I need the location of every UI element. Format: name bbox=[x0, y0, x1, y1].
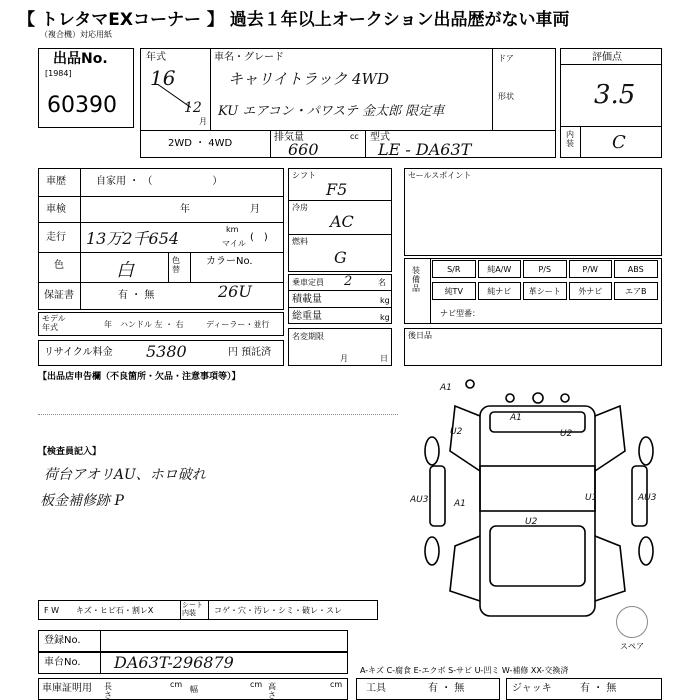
score-label: 評価点 bbox=[592, 52, 622, 63]
spare-tire-icon bbox=[616, 606, 648, 638]
seat-text: コゲ・穴・汚レ・シミ・破レ・スレ bbox=[214, 606, 342, 615]
spare-label: スペア bbox=[620, 642, 644, 651]
mark-bed: U2 bbox=[525, 517, 538, 527]
cert-length: 長さ bbox=[104, 682, 112, 700]
sales-point-label: セールスポイント bbox=[408, 171, 472, 180]
warranty-label: 保証書 bbox=[44, 290, 74, 301]
mileage-value: 13万2千654 bbox=[86, 229, 180, 248]
aircon-value: AC bbox=[330, 212, 354, 231]
equipment-item: 革シート bbox=[523, 282, 567, 300]
history-label: 車歴 bbox=[46, 176, 66, 187]
sheet-type-note: （複合機）対応用紙 bbox=[40, 30, 112, 39]
sales-point-box bbox=[404, 168, 662, 256]
lot-label: 出品No. bbox=[53, 51, 108, 67]
model-year-label: モデル年式 bbox=[42, 314, 66, 332]
inspector-line2: 板金補修跡 P bbox=[40, 493, 124, 509]
top-banner bbox=[0, 0, 700, 30]
registration-label: 登録No. bbox=[44, 635, 81, 646]
recycle-value: 5380 bbox=[146, 342, 187, 361]
model-year-handle: ハンドル 左 ・ 右 bbox=[120, 320, 184, 329]
cert-height: 高さ bbox=[268, 682, 276, 700]
navi-model-label: ナビ型番： bbox=[440, 309, 480, 318]
capacity-unit: 名 bbox=[378, 278, 386, 287]
equipment-item: P/S bbox=[523, 260, 567, 278]
interior-label: 内装 bbox=[566, 130, 574, 148]
tools-text: 有 ・ 無 bbox=[428, 683, 465, 694]
door-label: ドア bbox=[498, 54, 514, 63]
equipment-item: S/R bbox=[432, 260, 476, 278]
mark-top: A1 bbox=[440, 383, 452, 393]
mark-door-right: U1 bbox=[585, 493, 598, 503]
later-box bbox=[404, 328, 662, 366]
equipment-label: 装備品 bbox=[412, 266, 420, 293]
car-name-label: 車名・グレード bbox=[214, 52, 284, 63]
recycle-unit: 円 預託済 bbox=[228, 347, 272, 358]
banner-text: 【 トレタマEXコーナー 】 過去１年以上オークション出品歴がない車両 bbox=[18, 10, 570, 30]
cert-width: 幅 bbox=[190, 685, 198, 694]
interior-value: C bbox=[612, 132, 626, 153]
cert-label: 車庫証明用 bbox=[42, 683, 92, 694]
fw-text: キズ・ヒビ石・割レX bbox=[76, 606, 154, 615]
fw-label: F W bbox=[44, 606, 60, 615]
model-year-dealer: ディーラー・並行 bbox=[206, 320, 270, 329]
load-unit: kg bbox=[380, 296, 390, 305]
later-label: 後日品 bbox=[408, 331, 432, 340]
load-label: 積載量 bbox=[292, 294, 322, 305]
name-change-label: 名変期限 bbox=[292, 332, 324, 341]
name-change-month: 月 bbox=[340, 354, 348, 363]
mileage-mile: マイル bbox=[222, 239, 246, 248]
mark-side-right: AU3 bbox=[638, 493, 657, 503]
lot-small: [1984] bbox=[45, 69, 72, 78]
capacity-value: 2 bbox=[344, 274, 353, 289]
inspector-label: 【検査員記入】 bbox=[38, 447, 102, 457]
lot-box bbox=[38, 48, 134, 128]
chassis-value: DA63T-296879 bbox=[114, 653, 234, 672]
displacement-unit: cc bbox=[350, 132, 359, 141]
gross-label: 総重量 bbox=[292, 311, 322, 322]
inspection-year: 年 bbox=[180, 204, 190, 215]
shift-label: シフト bbox=[292, 171, 316, 180]
year-month: 12 bbox=[184, 100, 202, 116]
mark-door-left: A1 bbox=[454, 499, 466, 509]
recycle-label: リサイクル料金 bbox=[44, 347, 113, 358]
equipment-item: 純ナビ bbox=[478, 282, 522, 300]
mark-front-left: U2 bbox=[450, 427, 463, 437]
displacement-label: 排気量 bbox=[274, 132, 304, 143]
registration-box bbox=[38, 630, 348, 652]
inspection-month: 月 bbox=[250, 204, 260, 215]
mileage-label: 走行 bbox=[46, 232, 66, 243]
year-value: 16 bbox=[150, 66, 176, 90]
mileage-km: km bbox=[226, 225, 239, 234]
shift-value: F5 bbox=[326, 180, 348, 199]
year-label: 年式 bbox=[146, 52, 166, 63]
inspector-line1: 荷台アオリAU、ホロ破れ bbox=[44, 467, 206, 483]
equipment-item: P/W bbox=[569, 260, 613, 278]
cert-length-unit: cm bbox=[170, 680, 183, 689]
chassis-label: 車台No. bbox=[44, 657, 81, 668]
displacement-value: 660 bbox=[288, 140, 319, 159]
car-damage-diagram bbox=[410, 376, 670, 631]
equipment-item: エアB bbox=[614, 282, 658, 300]
model-label: 型式 bbox=[370, 132, 390, 143]
gross-unit: kg bbox=[380, 313, 390, 322]
score-value: 3.5 bbox=[594, 80, 636, 110]
capacity-label: 乗車定員 bbox=[292, 278, 324, 287]
history-text: 自家用 ・ （ ） bbox=[96, 176, 223, 187]
aircon-label: 冷房 bbox=[292, 203, 308, 212]
cert-height-unit: cm bbox=[330, 680, 343, 689]
equipment-item: 純TV bbox=[432, 282, 476, 300]
equipment-item: 外ナビ bbox=[569, 282, 613, 300]
color-no-label: カラーNo. bbox=[206, 256, 253, 267]
color-no-value: 26U bbox=[218, 282, 252, 301]
damage-legend: A-キズ C-腐食 E-エクボ S-サビ U-凹ミ W-補修 XX-交換済 bbox=[360, 666, 569, 675]
shape-label: 形状 bbox=[498, 92, 514, 101]
model-value: LE - DA63T bbox=[378, 140, 472, 159]
drive-text: 2WD ・ 4WD bbox=[168, 138, 233, 149]
mark-side-left: AU3 bbox=[410, 495, 429, 505]
inspection-label: 車検 bbox=[46, 204, 66, 215]
tools-label: 工具 bbox=[366, 683, 386, 694]
mark-extra-1: A1 bbox=[510, 413, 522, 423]
model-year-year: 年 bbox=[104, 320, 112, 329]
color-value: 白 bbox=[116, 260, 134, 281]
mark-extra-2: U2 bbox=[560, 429, 573, 439]
car-grade: KU エアコン・パワステ 金太郎 限定車 bbox=[218, 104, 445, 119]
jack-label: ジャッキ bbox=[512, 683, 552, 694]
seat-label: シート内装 bbox=[182, 601, 203, 617]
lot-number: 60390 bbox=[47, 93, 117, 118]
car-name: キャリイトラック 4WD bbox=[228, 70, 390, 88]
color-change-label: 色替 bbox=[172, 256, 180, 274]
mileage-paren: ( ) bbox=[250, 232, 268, 243]
warranty-text: 有 ・ 無 bbox=[118, 290, 155, 301]
equipment-item: ABS bbox=[614, 260, 658, 278]
fuel-label: 燃料 bbox=[292, 237, 308, 246]
color-label: 色 bbox=[54, 260, 64, 271]
name-change-day: 日 bbox=[380, 354, 388, 363]
jack-text: 有 ・ 無 bbox=[580, 683, 617, 694]
year-month-unit: 月 bbox=[199, 117, 207, 126]
cert-width-unit: cm bbox=[250, 680, 263, 689]
seller-note-label: 【出品店申告欄（不良箇所・欠品・注意事項等）】 bbox=[38, 372, 241, 382]
equipment-item: 純A/W bbox=[478, 260, 522, 278]
fuel-value: G bbox=[334, 248, 347, 267]
